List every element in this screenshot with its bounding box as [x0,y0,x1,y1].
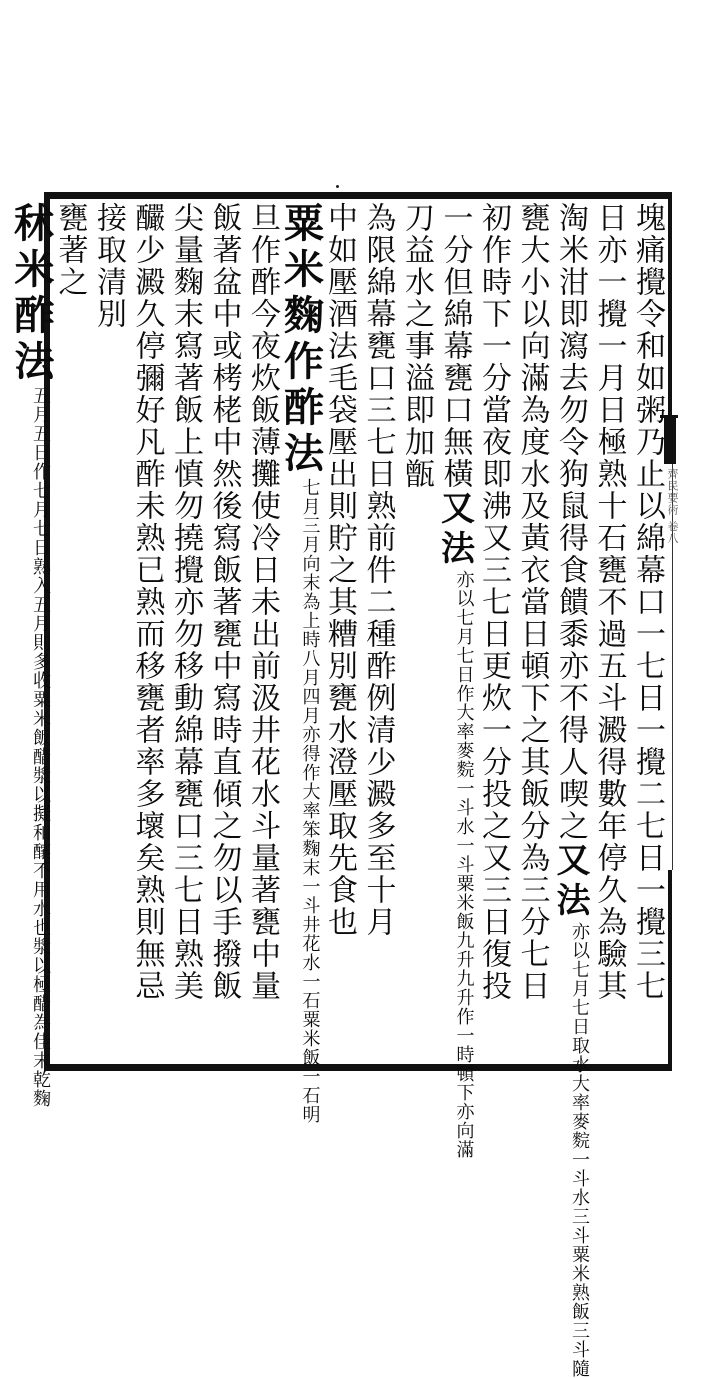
column-text: 甕著之 [52,202,88,298]
vertical-text-body [8,202,666,1378]
column-text: 接取清別 [91,202,126,330]
text-column [243,202,282,1060]
ink-dot [336,185,339,188]
text-column [166,202,205,1060]
column-text: 初作時下一分當夜即沸又三七日更炊一分投之又三日復投 [476,202,511,1002]
text-column [204,202,243,1060]
text-column [628,202,667,1060]
text-column [50,202,89,1060]
subheading: 又法 [434,490,475,570]
frame-right-border-lower [668,870,672,1071]
section-heading-column [8,202,55,1108]
text-column [320,202,359,1060]
text-column [397,202,436,1060]
interlinear-note: 五月五日作七月七日熟入五月則多收粟米飯醋漿以擬和釀不用水也漿以極醋為佳末乾麴 [30,386,51,1108]
column-text: 為限綿幕甕口三七日熟前件二種酢例清少澱多至十月 [360,202,396,938]
column-text: 淘米泔即瀉去勿令狗鼠得食饋黍亦不得人喫之 [553,202,588,842]
column-text: 飯著盆中或栲栳中然後寫飯著甕中寫時直傾之勿以手撥飯 [206,202,242,1002]
section-heading: 粟米麴作酢法 [277,202,325,478]
text-column [550,202,590,1378]
column-text: 日亦一攪一月日極熟十石甕不過五斗澱得數年停久為驗其 [591,202,627,1002]
text-column [512,202,551,1060]
column-text: 刀益水之事溢即加甑 [399,202,434,490]
subheading: 又法 [550,842,590,922]
column-text: 甕大小以向滿為度水及黃衣當日頓下之其飯分為三分七日 [514,202,550,1002]
interlinear-note: 亦以七月七日作大率麥䴷一斗水一斗粟米飯九升九升作一時頓下亦向滿 [453,570,475,1159]
frame-top-border [44,192,672,199]
column-text: 釅少澱久停彌好凡酢未熟已熟而移甕者率多壞矣熟則無忌 [129,202,165,1002]
column-text: 中如壓酒法毛袋壓出則貯之其糟別甕水澄壓取先食也 [322,202,357,938]
interlinear-note: 七月三月向末為上時八月四月亦得作大率笨麴末一斗井花水一石粟米飯一石明 [299,478,321,1124]
text-column [589,202,628,1060]
column-text: 塊痛攪令和如粥乃止以綿幕口一七日一攪二七日一攪三七 [630,202,665,1002]
text-column [358,202,397,1060]
text-column [434,202,475,1159]
text-column [127,202,166,1060]
text-column [89,202,128,1060]
frame-right-border-upper [668,192,672,415]
column-text: 一分但綿幕甕口無橫 [437,202,473,490]
section-heading-column [277,202,325,1124]
text-column [474,202,513,1060]
spine-title: 齊民要術 卷八 [666,468,679,545]
column-text: 尖量麴末寫著飯上慎勿撓攪亦勿移動綿幕甕口三七日熟美 [168,202,203,1002]
column-text: 旦作酢今夜炊飯薄攤使冷日未出前汲井花水斗量著甕中量 [245,202,280,1002]
interlinear-note: 亦以七月七日取水大率麥䴷一斗水三斗粟米熟飯三斗隨 [569,922,590,1378]
section-heading: 秫米酢法 [8,202,55,386]
